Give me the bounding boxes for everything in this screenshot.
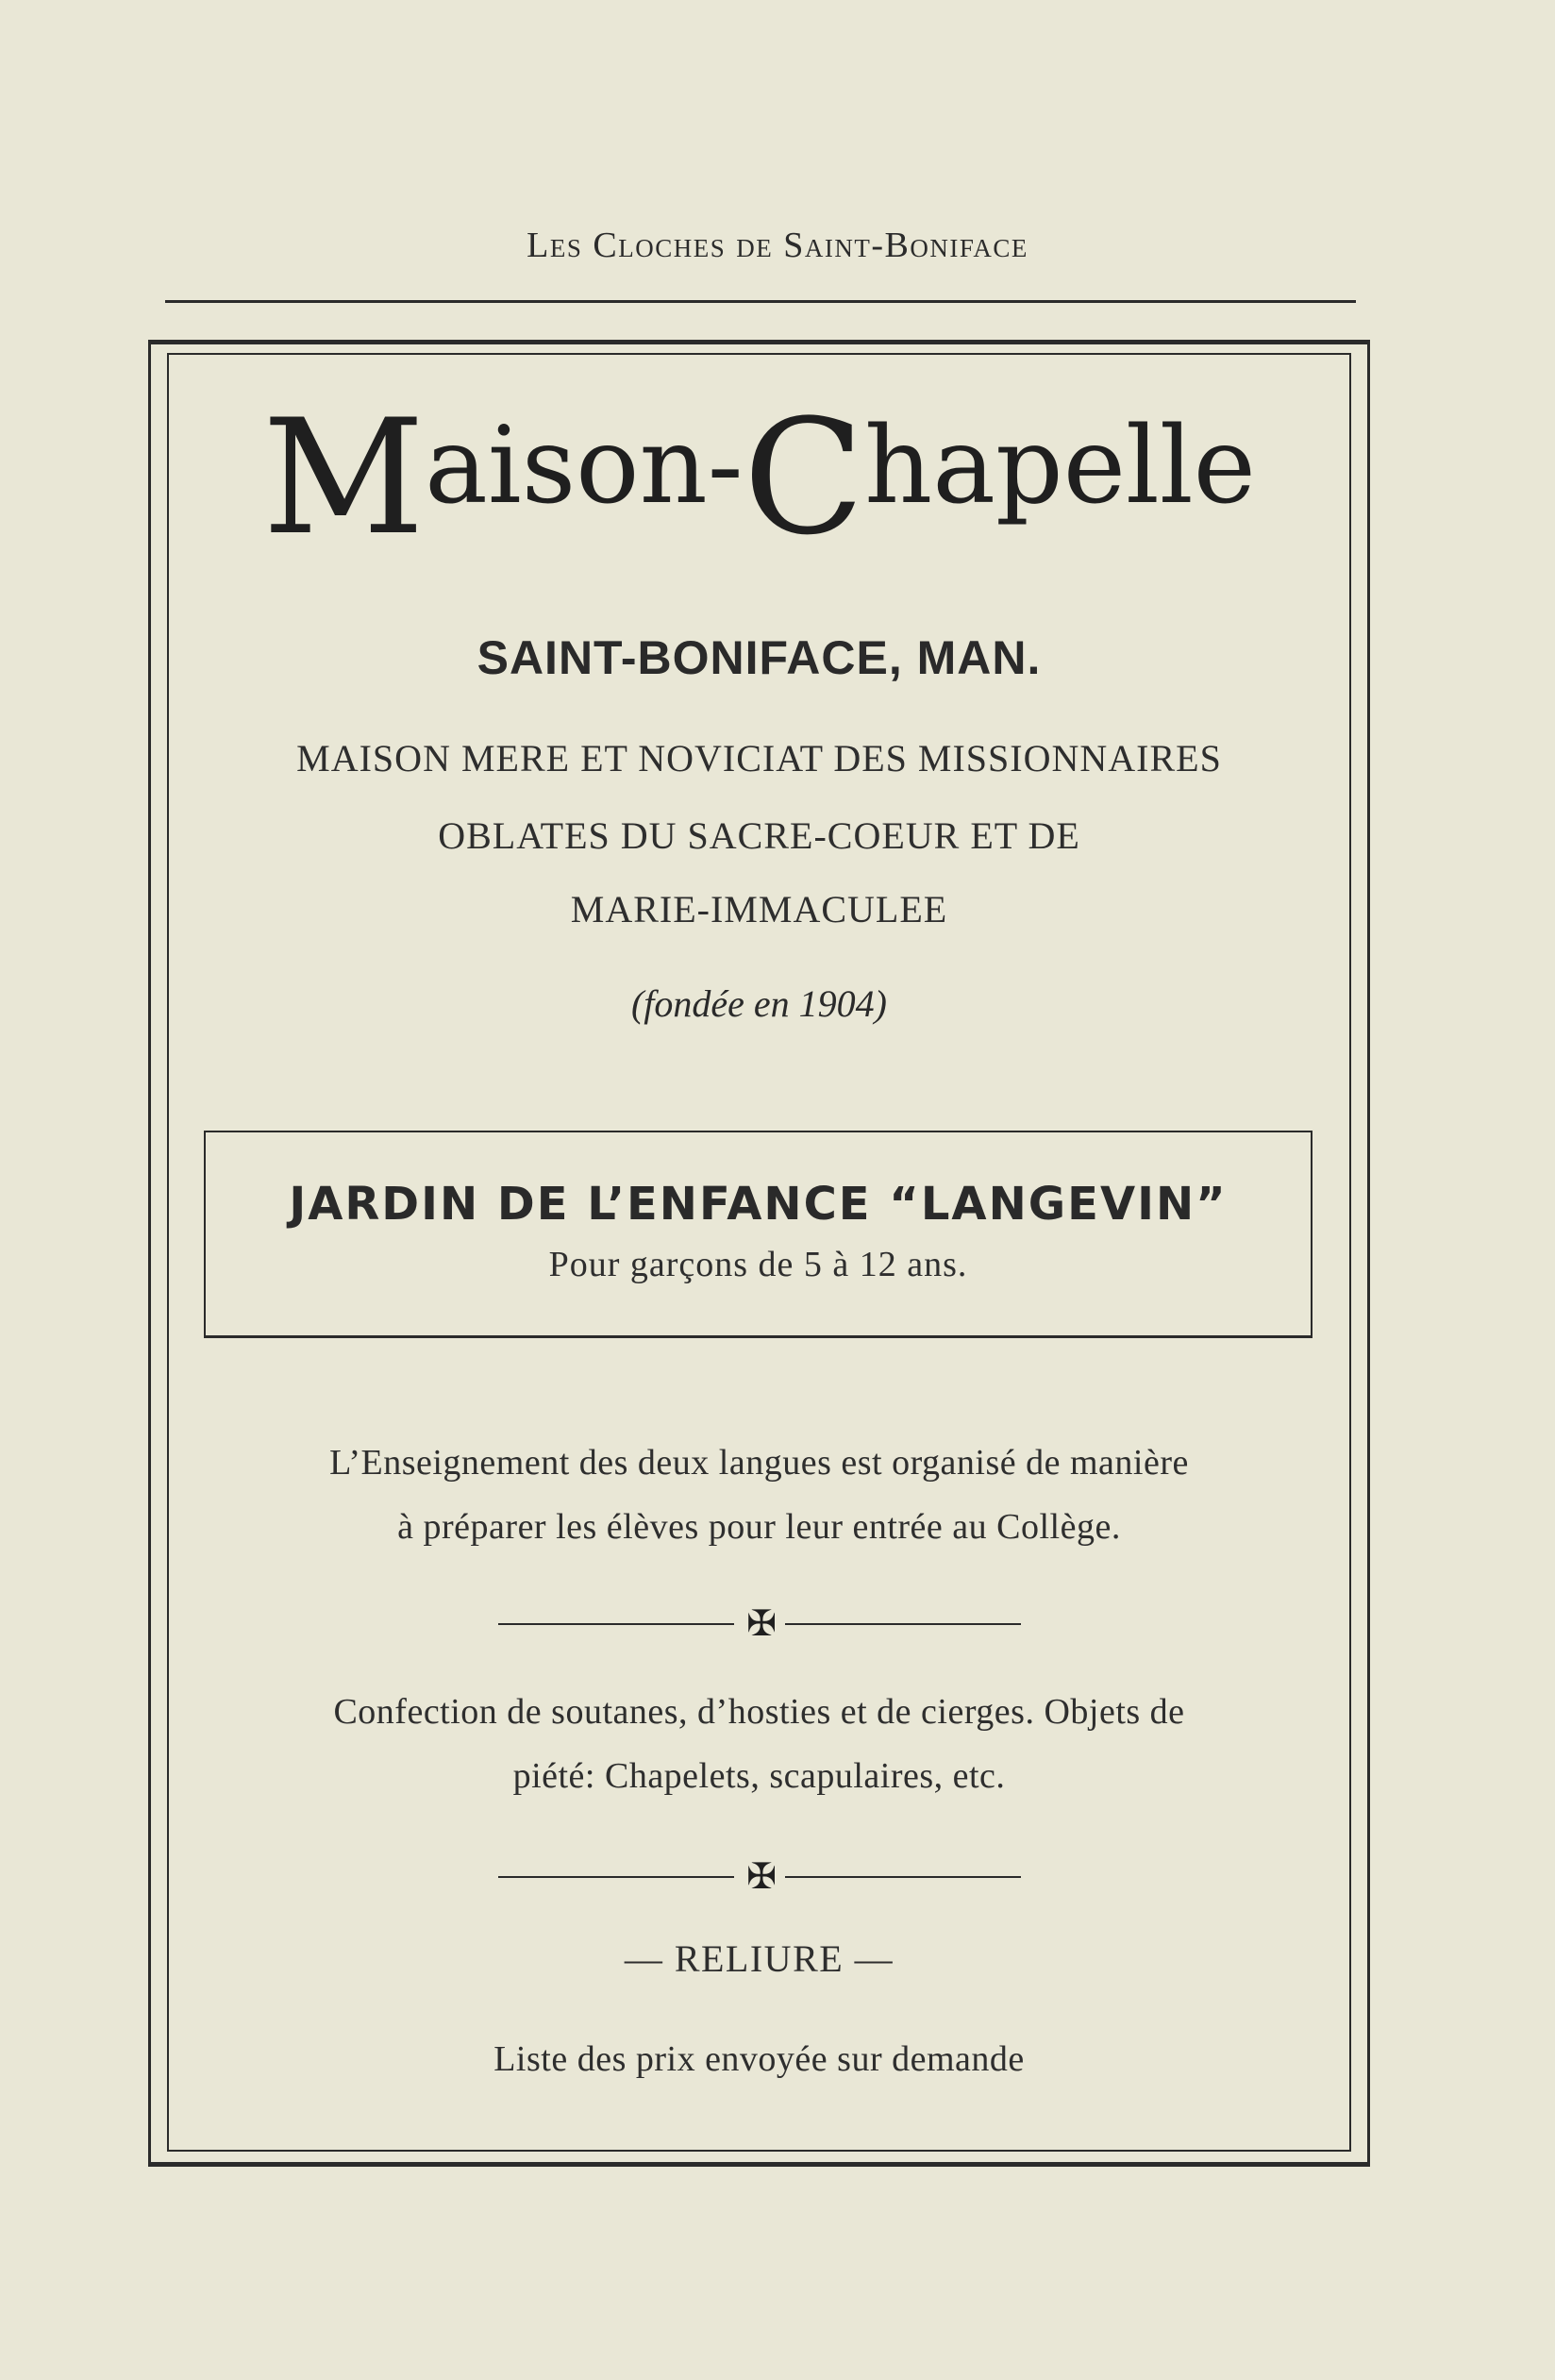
- divider-rule-right: [785, 1876, 1021, 1878]
- divider-rule-right: [785, 1623, 1021, 1625]
- ornament-divider: [491, 1857, 1028, 1895]
- description-line: MARIE-IMMACULEE: [570, 888, 948, 930]
- brand-title: [167, 385, 1351, 570]
- brand-initial-c: C: [743, 385, 865, 570]
- paragraph-line: à préparer les élèves pour leur entrée au Collège.: [397, 1507, 1121, 1547]
- paragraph-line: L’Enseignement des deux langues est organisé de manière: [329, 1443, 1189, 1483]
- description-line: MAISON MERE ET NOVICIAT DES MISSIONNAIRES: [296, 737, 1222, 779]
- cross-ornament-icon: ✠: [746, 1602, 777, 1644]
- description-line: OBLATES DU SACRE-COEUR ET DE: [438, 814, 1080, 857]
- ornament-divider: [491, 1604, 1028, 1642]
- header-rule: [165, 300, 1356, 303]
- prices-note: Liste des prix envoyée sur demande: [493, 2039, 1025, 2079]
- divider-rule-left: [498, 1876, 734, 1878]
- reliure-heading: — RELIURE —: [624, 1937, 895, 1980]
- divider-rule-left: [498, 1623, 734, 1625]
- founded-line: (fondée en 1904): [630, 982, 887, 1025]
- paragraph-line: piété: Chapelets, scapulaires, etc.: [512, 1756, 1006, 1796]
- brand-initial-m: M: [262, 385, 426, 570]
- brand-part-2: hapelle: [864, 405, 1256, 528]
- kindergarten-box: [204, 1131, 1313, 1338]
- brand-part-1: aison-: [425, 405, 744, 528]
- cross-ornament-icon: ✠: [746, 1855, 777, 1897]
- city-line: SAINT-BONIFACE, MAN.: [477, 631, 1042, 684]
- kindergarten-title: JARDIN DE L’ENFANCE “LANGEVIN”: [289, 1178, 1228, 1231]
- kindergarten-subtitle: Pour garçons de 5 à 12 ans.: [548, 1245, 968, 1284]
- running-head: Les Cloches de Saint-Boniface: [527, 226, 1028, 265]
- paragraph-line: Confection de soutanes, d’hosties et de cierges. Objets de: [333, 1692, 1185, 1732]
